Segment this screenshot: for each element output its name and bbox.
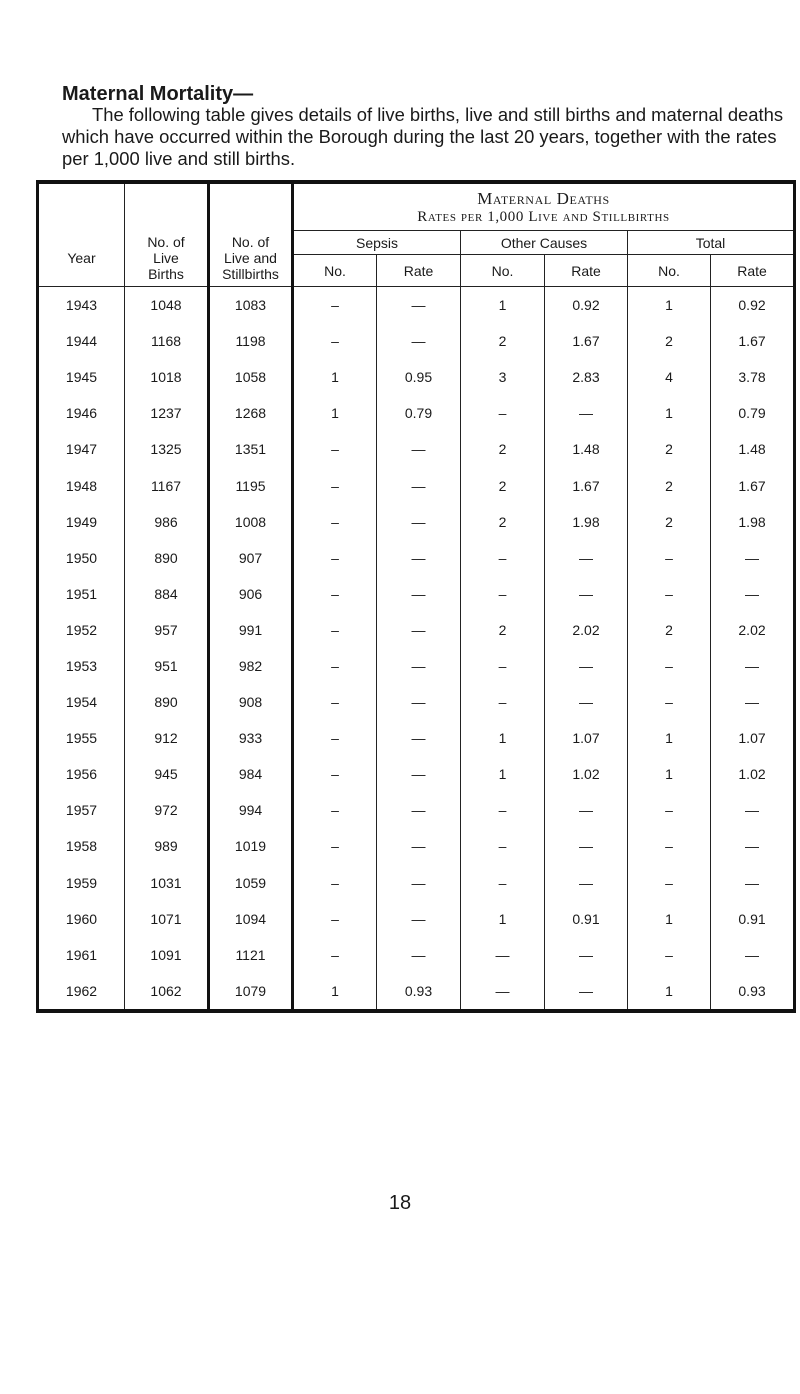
- cell-sepsis-rate: —: [377, 865, 461, 901]
- cell-sepsis-rate: 0.79: [377, 395, 461, 431]
- header-live-line-3: Births: [148, 266, 184, 283]
- cell-live-births: 957: [125, 612, 209, 648]
- cell-other-rate: 1.07: [545, 720, 628, 756]
- cell-sepsis-rate: —: [377, 431, 461, 467]
- cell-year: 1954: [38, 684, 125, 720]
- cell-live-births: 951: [125, 648, 209, 684]
- cell-sepsis-rate: —: [377, 937, 461, 973]
- cell-other-no: 2: [461, 431, 545, 467]
- cell-live-births: 1167: [125, 467, 209, 503]
- intro-text: The following table gives details of live births, live and still births and maternal deaths which have occurred within the Borough during the last 20 years, together with the rates per 1,000 live and still births.: [62, 104, 784, 169]
- table-row: [38, 684, 795, 720]
- header-sepsis-no: No.: [293, 255, 377, 287]
- cell-sepsis-no: –: [293, 504, 377, 540]
- cell-live-births: 890: [125, 540, 209, 576]
- header-blank-still: [209, 182, 293, 231]
- cell-total-no: 4: [628, 359, 711, 395]
- header-group-subtitle: Rates per 1,000 Live and Stillbirths: [417, 208, 670, 225]
- cell-sepsis-no: –: [293, 287, 377, 324]
- cell-total-rate: 1.67: [711, 467, 795, 503]
- cell-live-still-births: 906: [209, 576, 293, 612]
- cell-total-rate: 1.02: [711, 756, 795, 792]
- cell-year: 1962: [38, 973, 125, 1011]
- header-blank-year: [38, 182, 125, 231]
- cell-total-no: –: [628, 576, 711, 612]
- header-still-line-1: No. of: [231, 234, 270, 251]
- cell-other-rate: —: [545, 540, 628, 576]
- cell-other-rate: 1.48: [545, 431, 628, 467]
- cell-year: 1952: [38, 612, 125, 648]
- cell-live-still-births: 1268: [209, 395, 293, 431]
- cell-sepsis-rate: 0.95: [377, 359, 461, 395]
- cell-year: 1960: [38, 901, 125, 937]
- cell-total-no: 2: [628, 504, 711, 540]
- table-row: [38, 756, 795, 792]
- cell-total-no: –: [628, 540, 711, 576]
- header-sepsis-rate: Rate: [377, 255, 461, 287]
- cell-total-rate: 0.93: [711, 973, 795, 1011]
- cell-live-births: 1091: [125, 937, 209, 973]
- cell-year: 1945: [38, 359, 125, 395]
- cell-live-still-births: 1198: [209, 323, 293, 359]
- cell-total-rate: —: [711, 828, 795, 864]
- section-heading: Maternal Mortality—: [62, 83, 254, 105]
- cell-other-no: 1: [461, 287, 545, 324]
- cell-live-births: 1018: [125, 359, 209, 395]
- cell-sepsis-no: –: [293, 684, 377, 720]
- cell-other-no: 1: [461, 756, 545, 792]
- cell-total-no: 2: [628, 467, 711, 503]
- cell-year: 1950: [38, 540, 125, 576]
- cell-sepsis-no: –: [293, 901, 377, 937]
- cell-total-no: –: [628, 648, 711, 684]
- cell-sepsis-no: 1: [293, 973, 377, 1011]
- cell-total-no: –: [628, 684, 711, 720]
- cell-other-rate: 0.91: [545, 901, 628, 937]
- cell-other-no: 1: [461, 720, 545, 756]
- header-year: Year: [38, 231, 125, 287]
- cell-total-rate: 1.48: [711, 431, 795, 467]
- cell-live-still-births: 1351: [209, 431, 293, 467]
- cell-other-rate: —: [545, 792, 628, 828]
- table-row: [38, 937, 795, 973]
- cell-total-no: 1: [628, 756, 711, 792]
- cell-other-rate: 2.83: [545, 359, 628, 395]
- cell-live-births: 1325: [125, 431, 209, 467]
- cell-total-rate: 0.79: [711, 395, 795, 431]
- cell-other-no: –: [461, 828, 545, 864]
- table-row: [38, 792, 795, 828]
- header-other-no: No.: [461, 255, 545, 287]
- table-row: [38, 901, 795, 937]
- cell-year: 1946: [38, 395, 125, 431]
- cell-total-rate: —: [711, 576, 795, 612]
- cell-live-still-births: 907: [209, 540, 293, 576]
- table-row: [38, 576, 795, 612]
- cell-other-rate: 1.67: [545, 467, 628, 503]
- cell-live-still-births: 1083: [209, 287, 293, 324]
- header-other-rate: Rate: [545, 255, 628, 287]
- table-row: [38, 828, 795, 864]
- cell-live-still-births: 994: [209, 792, 293, 828]
- cell-other-rate: 0.92: [545, 287, 628, 324]
- header-live-line-2: Live: [153, 250, 179, 267]
- cell-other-rate: 1.67: [545, 323, 628, 359]
- cell-total-no: 1: [628, 287, 711, 324]
- header-live-still-births: [209, 231, 293, 287]
- cell-live-still-births: 908: [209, 684, 293, 720]
- table-row: [38, 612, 795, 648]
- cell-live-still-births: 1019: [209, 828, 293, 864]
- cell-other-rate: —: [545, 395, 628, 431]
- cell-total-rate: 1.98: [711, 504, 795, 540]
- cell-sepsis-no: –: [293, 756, 377, 792]
- table-row: [38, 865, 795, 901]
- cell-total-no: –: [628, 865, 711, 901]
- cell-other-no: –: [461, 576, 545, 612]
- table-row: [38, 973, 795, 1011]
- maternal-mortality-table: [36, 180, 796, 1013]
- cell-total-rate: —: [711, 648, 795, 684]
- cell-live-births: 1168: [125, 323, 209, 359]
- cell-sepsis-rate: —: [377, 612, 461, 648]
- cell-sepsis-rate: —: [377, 792, 461, 828]
- cell-sepsis-rate: —: [377, 287, 461, 324]
- cell-sepsis-no: –: [293, 576, 377, 612]
- cell-live-births: 1237: [125, 395, 209, 431]
- cell-other-rate: 1.98: [545, 504, 628, 540]
- cell-total-no: 1: [628, 720, 711, 756]
- cell-sepsis-no: –: [293, 792, 377, 828]
- cell-sepsis-rate: —: [377, 648, 461, 684]
- cell-total-no: 1: [628, 395, 711, 431]
- cell-sepsis-rate: —: [377, 828, 461, 864]
- header-other-causes: Other Causes: [461, 231, 628, 255]
- header-still-line-3: Stillbirths: [222, 266, 279, 283]
- cell-live-births: 884: [125, 576, 209, 612]
- cell-live-still-births: 984: [209, 756, 293, 792]
- cell-sepsis-rate: —: [377, 504, 461, 540]
- cell-total-no: –: [628, 937, 711, 973]
- cell-sepsis-no: –: [293, 828, 377, 864]
- cell-sepsis-no: –: [293, 323, 377, 359]
- header-maternal-deaths: [293, 182, 795, 231]
- cell-live-births: 989: [125, 828, 209, 864]
- cell-live-still-births: 982: [209, 648, 293, 684]
- cell-live-still-births: 1058: [209, 359, 293, 395]
- cell-year: 1958: [38, 828, 125, 864]
- cell-year: 1944: [38, 323, 125, 359]
- header-group-title: Maternal Deaths: [477, 188, 610, 208]
- cell-live-births: 945: [125, 756, 209, 792]
- cell-other-rate: 1.02: [545, 756, 628, 792]
- cell-total-rate: —: [711, 865, 795, 901]
- cell-sepsis-rate: —: [377, 756, 461, 792]
- cell-other-no: –: [461, 865, 545, 901]
- cell-total-rate: —: [711, 540, 795, 576]
- cell-total-no: –: [628, 792, 711, 828]
- cell-total-rate: —: [711, 792, 795, 828]
- header-total: Total: [628, 231, 795, 255]
- cell-total-rate: 3.78: [711, 359, 795, 395]
- cell-sepsis-no: –: [293, 612, 377, 648]
- cell-other-no: —: [461, 973, 545, 1011]
- cell-other-rate: 2.02: [545, 612, 628, 648]
- cell-year: 1947: [38, 431, 125, 467]
- cell-total-rate: 0.91: [711, 901, 795, 937]
- cell-other-no: –: [461, 648, 545, 684]
- table-row: [38, 540, 795, 576]
- table-row: [38, 431, 795, 467]
- cell-other-no: –: [461, 395, 545, 431]
- cell-live-births: 1031: [125, 865, 209, 901]
- cell-year: 1953: [38, 648, 125, 684]
- cell-other-no: –: [461, 540, 545, 576]
- cell-live-births: 972: [125, 792, 209, 828]
- cell-sepsis-no: –: [293, 720, 377, 756]
- cell-other-no: 2: [461, 504, 545, 540]
- cell-year: 1943: [38, 287, 125, 324]
- cell-other-rate: —: [545, 937, 628, 973]
- cell-other-no: —: [461, 937, 545, 973]
- cell-sepsis-rate: —: [377, 720, 461, 756]
- cell-other-rate: —: [545, 684, 628, 720]
- cell-year: 1951: [38, 576, 125, 612]
- cell-other-no: 2: [461, 323, 545, 359]
- cell-live-births: 1062: [125, 973, 209, 1011]
- cell-total-rate: 1.07: [711, 720, 795, 756]
- cell-live-still-births: 933: [209, 720, 293, 756]
- cell-year: 1956: [38, 756, 125, 792]
- cell-sepsis-no: –: [293, 467, 377, 503]
- cell-total-rate: —: [711, 937, 795, 973]
- cell-total-no: 2: [628, 612, 711, 648]
- table-row: [38, 648, 795, 684]
- cell-live-births: 1048: [125, 287, 209, 324]
- cell-other-rate: —: [545, 828, 628, 864]
- table-row: [38, 323, 795, 359]
- cell-live-births: 890: [125, 684, 209, 720]
- cell-total-rate: 0.92: [711, 287, 795, 324]
- table-row: [38, 287, 795, 324]
- cell-other-no: 3: [461, 359, 545, 395]
- cell-sepsis-rate: —: [377, 576, 461, 612]
- table-row: [38, 720, 795, 756]
- cell-sepsis-no: –: [293, 937, 377, 973]
- cell-total-rate: 2.02: [711, 612, 795, 648]
- cell-sepsis-no: –: [293, 648, 377, 684]
- cell-total-no: 1: [628, 973, 711, 1011]
- header-live-line-1: No. of: [147, 234, 185, 251]
- intro-paragraph: [62, 104, 797, 170]
- cell-live-births: 912: [125, 720, 209, 756]
- cell-year: 1961: [38, 937, 125, 973]
- cell-live-still-births: 1121: [209, 937, 293, 973]
- cell-sepsis-no: 1: [293, 359, 377, 395]
- cell-sepsis-rate: —: [377, 467, 461, 503]
- cell-other-no: 2: [461, 467, 545, 503]
- cell-total-rate: 1.67: [711, 323, 795, 359]
- cell-year: 1955: [38, 720, 125, 756]
- cell-other-rate: —: [545, 973, 628, 1011]
- cell-other-rate: —: [545, 576, 628, 612]
- cell-total-no: 2: [628, 323, 711, 359]
- cell-other-no: 1: [461, 901, 545, 937]
- cell-year: 1948: [38, 467, 125, 503]
- cell-sepsis-rate: —: [377, 901, 461, 937]
- cell-live-births: 1071: [125, 901, 209, 937]
- table-row: [38, 504, 795, 540]
- page-number: 18: [388, 1192, 412, 1214]
- cell-year: 1949: [38, 504, 125, 540]
- header-live-births: [125, 231, 209, 287]
- cell-year: 1959: [38, 865, 125, 901]
- table-body: [38, 287, 795, 1011]
- cell-sepsis-rate: —: [377, 684, 461, 720]
- table-row: [38, 359, 795, 395]
- cell-sepsis-no: –: [293, 540, 377, 576]
- cell-total-rate: —: [711, 684, 795, 720]
- cell-other-rate: —: [545, 865, 628, 901]
- cell-live-still-births: 1094: [209, 901, 293, 937]
- cell-total-no: 1: [628, 901, 711, 937]
- cell-live-births: 986: [125, 504, 209, 540]
- cell-other-no: 2: [461, 612, 545, 648]
- table-row: [38, 467, 795, 503]
- cell-sepsis-no: –: [293, 431, 377, 467]
- cell-live-still-births: 1059: [209, 865, 293, 901]
- header-still-line-2: Live and: [224, 250, 277, 267]
- cell-total-no: 2: [628, 431, 711, 467]
- cell-live-still-births: 1008: [209, 504, 293, 540]
- header-sepsis: Sepsis: [293, 231, 461, 255]
- cell-total-no: –: [628, 828, 711, 864]
- table-row: [38, 395, 795, 431]
- cell-live-still-births: 1079: [209, 973, 293, 1011]
- header-total-no: No.: [628, 255, 711, 287]
- cell-other-rate: —: [545, 648, 628, 684]
- cell-live-still-births: 1195: [209, 467, 293, 503]
- cell-sepsis-no: –: [293, 865, 377, 901]
- cell-live-still-births: 991: [209, 612, 293, 648]
- header-total-rate: Rate: [711, 255, 795, 287]
- cell-sepsis-no: 1: [293, 395, 377, 431]
- cell-sepsis-rate: —: [377, 540, 461, 576]
- cell-sepsis-rate: —: [377, 323, 461, 359]
- header-blank-live: [125, 182, 209, 231]
- cell-sepsis-rate: 0.93: [377, 973, 461, 1011]
- cell-other-no: –: [461, 792, 545, 828]
- cell-year: 1957: [38, 792, 125, 828]
- cell-other-no: –: [461, 684, 545, 720]
